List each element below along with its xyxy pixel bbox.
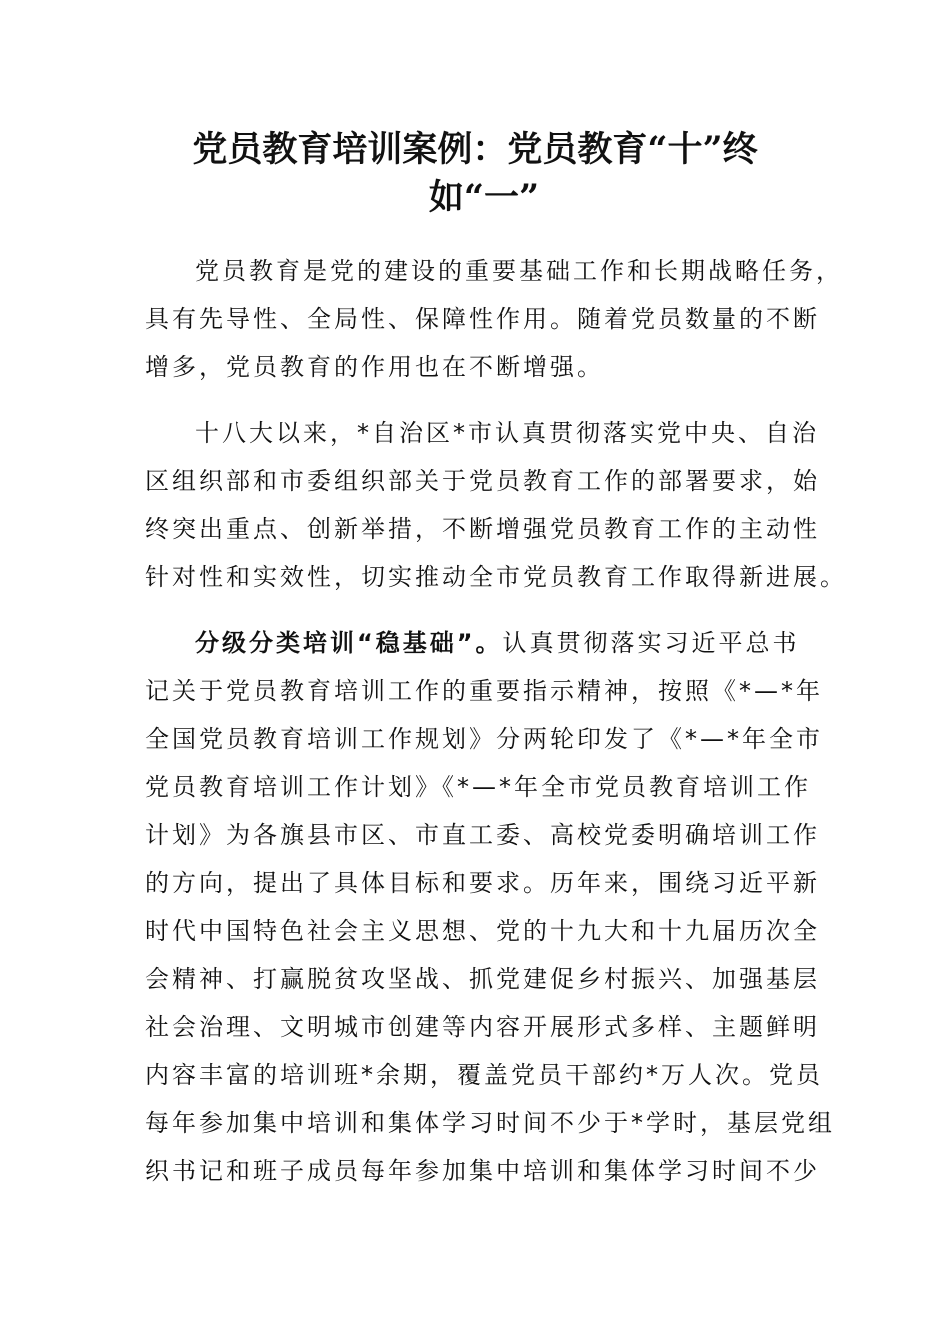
paragraph-line: 党员教育培训工作计划》《*—*年全市党员教育培训工作 (145, 773, 811, 801)
paragraph-line: 计划》为各旗县市区、市直工委、高校党委明确培训工作 (145, 821, 820, 849)
paragraph-line: 针对性和实效性，切实推动全市党员教育工作取得新进展。 (145, 563, 847, 591)
paragraph-line: 的方向，提出了具体目标和要求。历年来，围绕习近平新 (145, 869, 820, 897)
paragraph-line: 全国党员教育培训工作规划》分两轮印发了《*—*年全市 (145, 725, 823, 753)
paragraph-intro (145, 247, 843, 391)
paragraph-tiered-training (145, 619, 835, 1195)
paragraph-line: 记关于党员教育培训工作的重要指示精神，按照《*—*年 (145, 677, 823, 705)
paragraph-line: 会精神、打赢脱贫攻坚战、抓党建促乡村振兴、加强基层 (145, 965, 820, 993)
paragraph-line: 终突出重点、创新举措，不断增强党员教育工作的主动性 (145, 515, 820, 543)
paragraph-line: 十八大以来，*自治区*市认真贯彻落实党中央、自治 (195, 419, 819, 447)
paragraph-line: 具有先导性、全局性、保障性作用。随着党员数量的不断 (145, 305, 820, 333)
section-lead-heading: 分级分类培训“稳基础”。 (195, 629, 503, 657)
document-body (145, 247, 847, 1213)
document-title (150, 126, 800, 222)
title-line-1: 党员教育培训案例：党员教育“十”终 (192, 129, 758, 170)
paragraph-line: 织书记和班子成员每年参加集中培训和集体学习时间不少 (145, 1157, 820, 1185)
paragraph-line: 党员教育是党的建设的重要基础工作和长期战略任务， (195, 257, 843, 285)
paragraph-line: 社会治理、文明城市创建等内容开展形式多样、主题鲜明 (145, 1013, 820, 1041)
paragraph-line: 增多，党员教育的作用也在不断增强。 (145, 353, 604, 381)
paragraph-line: 区组织部和市委组织部关于党员教育工作的部署要求，始 (145, 467, 820, 495)
paragraph-line (145, 619, 815, 667)
title-line-2: 如“一” (428, 177, 540, 218)
paragraph-line: 内容丰富的培训班*余期，覆盖党员干部约*万人次。党员 (145, 1061, 823, 1089)
paragraph-since-18th-congress (145, 409, 847, 601)
paragraph-line-rest: 认真贯彻落实习近平总书 (502, 629, 800, 657)
paragraph-line: 每年参加集中培训和集体学习时间不少于*学时，基层党组 (145, 1109, 835, 1137)
paragraph-line: 时代中国特色社会主义思想、党的十九大和十九届历次全 (145, 917, 820, 945)
